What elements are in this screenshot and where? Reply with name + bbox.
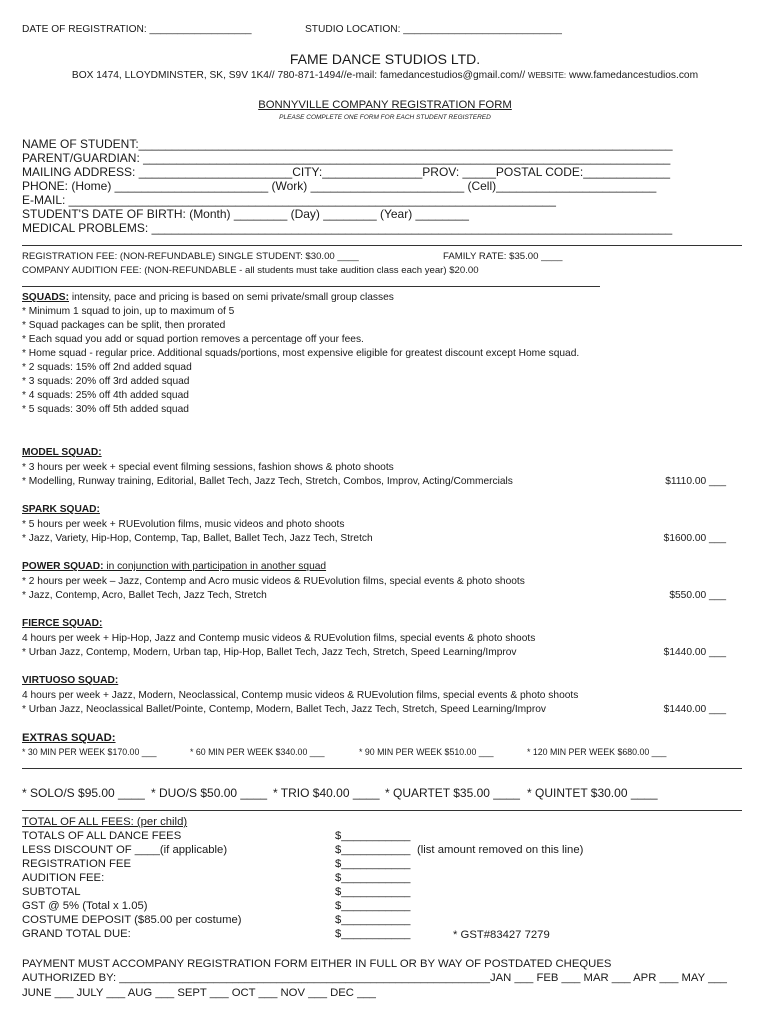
squads-heading-rest: intensity, pace and pricing is based on semi private/small group classes: [68, 292, 394, 303]
power-squad-heading: POWER SQUAD:: [22, 561, 104, 572]
squads-bullet: * 2 squads: 15% off 2nd added squad: [22, 362, 192, 373]
spark-squad-line: * 5 hours per week + RUEvolution films, music videos and photo shoots: [22, 519, 345, 530]
payment-notice: PAYMENT MUST ACCOMPANY REGISTRATION FORM EITHER IN FULL OR BY WAY OF POSTDATED CHEQUES: [22, 958, 612, 970]
fierce-squad-heading: FIERCE SQUAD:: [22, 618, 103, 629]
model-squad-line: * Modelling, Runway training, Editorial, Ballet Tech, Jazz Tech, Stretch, Combos, Improv, Acting/Commercials: [22, 476, 513, 487]
extras-option-60[interactable]: * 60 MIN PER WEEK $340.00 ___: [190, 747, 325, 757]
spark-squad-heading: SPARK SQUAD:: [22, 504, 100, 515]
squads-bullet: * Minimum 1 squad to join, up to maximum of 5: [22, 306, 235, 317]
mailing-address-field[interactable]: MAILING ADDRESS: _______________________CITY:_______________PROV: _____POSTAL CODE:_____________: [22, 165, 671, 179]
date-of-registration-field[interactable]: DATE OF REGISTRATION: __________________: [22, 24, 252, 35]
power-squad-price[interactable]: $550.00 ___: [669, 590, 726, 601]
virtuoso-squad-heading: VIRTUOSO SQUAD:: [22, 675, 119, 686]
totals-label: AUDITION FEE:: [22, 872, 105, 884]
totals-label: REGISTRATION FEE: [22, 858, 132, 870]
divider: [22, 286, 600, 287]
squads-bullet: * 3 squads: 20% off 3rd added squad: [22, 376, 190, 387]
date-of-birth-field[interactable]: STUDENT'S DATE OF BIRTH: (Month) ________ (Day) ________ (Year) ________: [22, 207, 469, 221]
totals-label: TOTALS OF ALL DANCE FEES: [22, 830, 182, 842]
power-squad-note: in conjunction with participation in another squad: [103, 561, 327, 572]
model-squad-line: * 3 hours per week + special event filming sessions, fashion shows & photo shoots: [22, 462, 394, 473]
discount-note: (list amount removed on this line): [417, 844, 584, 856]
form-subtitle: PLEASE COMPLETE ONE FORM FOR EACH STUDENT REGISTERED: [279, 114, 491, 121]
extras-option-30[interactable]: * 30 MIN PER WEEK $170.00 ___: [22, 747, 157, 757]
divider: [22, 245, 742, 246]
totals-label: GRAND TOTAL DUE:: [22, 928, 131, 940]
student-name-field[interactable]: NAME OF STUDENT:________________________________________________________________________________: [22, 137, 673, 151]
totals-label: LESS DISCOUNT OF ____(if applicable): [22, 844, 228, 856]
medical-problems-field[interactable]: MEDICAL PROBLEMS: ______________________________________________________________________________: [22, 221, 673, 235]
totals-field[interactable]: $___________: [335, 886, 411, 898]
company-name: FAME DANCE STUDIOS LTD.: [289, 51, 481, 67]
duo-option[interactable]: * DUO/S $50.00 ____: [151, 786, 268, 800]
extras-option-120[interactable]: * 120 MIN PER WEEK $680.00 ___: [527, 747, 667, 757]
model-squad-price[interactable]: $1110.00 ___: [665, 476, 726, 487]
totals-label: GST @ 5% (Total x 1.05): [22, 900, 148, 912]
totals-label: COSTUME DEPOSIT ($85.00 per costume): [22, 914, 242, 926]
form-title: BONNYVILLE COMPANY REGISTRATION FORM: [258, 99, 512, 111]
parent-guardian-field[interactable]: PARENT/GUARDIAN: _______________________________________________________________________________: [22, 151, 671, 165]
totals-field[interactable]: $___________: [335, 900, 411, 912]
virtuoso-squad-line: * Urban Jazz, Neoclassical Ballet/Pointe, Contemp, Modern, Ballet Tech, Jazz Tech, Stretch, Speed Learning/Improv: [22, 704, 546, 715]
power-squad-line: * Jazz, Contemp, Acro, Ballet Tech, Jazz Tech, Stretch: [22, 590, 267, 601]
spark-squad-line: * Jazz, Variety, Hip-Hop, Contemp, Tap, Ballet, Ballet Tech, Jazz Tech, Stretch: [22, 533, 373, 544]
fierce-squad-line: * Urban Jazz, Contemp, Modern, Urban tap, Hip-Hop, Ballet Tech, Jazz Tech, Stretch, Speed Learning/Improv: [22, 647, 517, 658]
fierce-squad-price[interactable]: $1440.00 ___: [663, 647, 726, 658]
totals-field[interactable]: $___________: [335, 928, 411, 940]
squads-heading: SQUADS:: [22, 292, 69, 303]
family-rate-line[interactable]: FAMILY RATE: $35.00 ____: [443, 251, 563, 262]
divider: [22, 810, 742, 811]
virtuoso-squad-line: 4 hours per week + Jazz, Modern, Neoclassical, Contemp music videos & RUEvolution films, special events & photo shoots: [22, 690, 579, 701]
fierce-squad-line: 4 hours per week + Hip-Hop, Jazz and Contemp music videos & RUEvolution films, special events & photo shoots: [22, 633, 536, 644]
totals-heading: TOTAL OF ALL FEES: (per child): [22, 816, 188, 828]
divider: [22, 768, 742, 769]
registration-fee-line[interactable]: REGISTRATION FEE: (NON-REFUNDABLE) SINGLE STUDENT: $30.00 ____: [22, 251, 359, 262]
spark-squad-price[interactable]: $1600.00 ___: [663, 533, 726, 544]
totals-label: SUBTOTAL: [22, 886, 81, 898]
squads-bullet: * Squad packages can be split, then prorated: [22, 320, 226, 331]
model-squad-heading: MODEL SQUAD:: [22, 447, 102, 458]
extras-squad-heading: EXTRAS SQUAD:: [22, 732, 116, 744]
postdated-months-field[interactable]: JUNE ___ JULY ___ AUG ___ SEPT ___ OCT ___ NOV ___ DEC ___: [22, 987, 376, 999]
totals-field[interactable]: $___________: [335, 830, 411, 842]
studio-location-field[interactable]: STUDIO LOCATION: ____________________________: [305, 24, 562, 35]
squads-bullet: * 5 squads: 30% off 5th added squad: [22, 404, 189, 415]
extras-option-90[interactable]: * 90 MIN PER WEEK $510.00 ___: [359, 747, 494, 757]
totals-field[interactable]: $___________: [335, 872, 411, 884]
squads-bullet: * Each squad you add or squad portion removes a percentage off your fees.: [22, 334, 364, 345]
phone-field[interactable]: PHONE: (Home) _______________________ (Work) _______________________ (Cell)________________________: [22, 179, 657, 193]
authorized-by-field[interactable]: AUTHORIZED BY: ___________________________________________________________JAN ___ FEB ___ MAR ___ APR ___ MAY ___: [22, 972, 727, 984]
squads-intro: [22, 292, 394, 303]
power-squad-line: * 2 hours per week – Jazz, Contemp and Acro music videos & RUEvolution films, special events & photo shoots: [22, 576, 525, 587]
squads-bullet: * Home squad - regular price. Additional squads/portions, most expensive eligible for greatest discount except Home squad.: [22, 348, 580, 359]
company-contact: [0, 70, 770, 81]
website-text: www.famedancestudios.com: [568, 70, 699, 81]
quintet-option[interactable]: * QUINTET $30.00 ____: [527, 786, 658, 800]
totals-field[interactable]: $___________: [335, 858, 411, 870]
gst-number: * GST#83427 7279: [453, 929, 550, 941]
email-field[interactable]: E-MAIL: _________________________________________________________________________: [22, 193, 556, 207]
virtuoso-squad-price[interactable]: $1440.00 ___: [663, 704, 726, 715]
address-text: BOX 1474, LLOYDMINSTER, SK, S9V 1K4// 780-871-1494//e-mail: famedancestudios@gmail.com//: [71, 70, 526, 81]
totals-field[interactable]: $___________: [335, 914, 411, 926]
totals-field[interactable]: $___________: [335, 844, 411, 856]
audition-fee-line: COMPANY AUDITION FEE: (NON-REFUNDABLE - all students must take audition class each year) $20.00: [22, 265, 479, 276]
solo-option[interactable]: * SOLO/S $95.00 ____: [22, 786, 145, 800]
trio-option[interactable]: * TRIO $40.00 ____: [273, 786, 380, 800]
power-squad-heading-line: [22, 561, 326, 572]
website-label: WEBSITE:: [527, 71, 567, 80]
quartet-option[interactable]: * QUARTET $35.00 ____: [385, 786, 520, 800]
squads-bullet: * 4 squads: 25% off 4th added squad: [22, 390, 189, 401]
